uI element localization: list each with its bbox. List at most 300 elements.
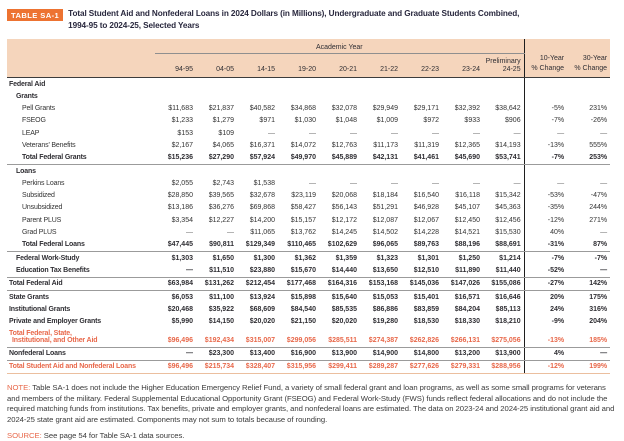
- value-cell: $23,119: [291, 192, 316, 200]
- value-cell: $16,371: [249, 142, 275, 149]
- row-label: Total Federal Loans: [7, 239, 155, 252]
- value-cell: $266,131: [442, 328, 483, 347]
- value-cell: [401, 91, 442, 103]
- value-cell: —: [391, 179, 398, 187]
- row-label: Total Federal, State, Institutional, and Other Aid: [7, 328, 155, 347]
- value-cell: $1,250: [458, 254, 480, 262]
- value-cell: $1,030: [294, 117, 316, 125]
- value-cell: $15,342: [495, 192, 521, 200]
- value-cell: $906: [505, 117, 521, 125]
- value-cell: —: [350, 129, 357, 137]
- value-cell: $12,087: [372, 216, 398, 224]
- value-cell: $36,276: [208, 204, 234, 212]
- change-cell: [567, 91, 610, 103]
- table-title-line1: Total Student Aid and Nonfederal Loans in 2024 Dollars (in Millions), Undergraduate and Graduate Students Combined,: [68, 9, 520, 18]
- change-cell: —: [600, 179, 608, 187]
- change-cell: -52%: [524, 265, 567, 278]
- change-cell: —: [567, 265, 610, 278]
- value-cell: $1,214: [499, 254, 521, 262]
- value-cell: —: [309, 129, 316, 137]
- col-header-19-20: 19-20: [278, 53, 319, 77]
- change-cell: —: [524, 178, 567, 190]
- change-cell: 253%: [567, 152, 610, 165]
- value-cell: $15,236: [155, 152, 196, 165]
- value-cell: $262,826: [401, 328, 442, 347]
- table-header: [7, 39, 610, 78]
- change-cell: 40%: [524, 227, 567, 239]
- value-cell: $32,678: [249, 192, 275, 200]
- table-row: [7, 78, 610, 91]
- change-cell: 20%: [524, 291, 567, 304]
- table-row: [7, 239, 610, 252]
- value-cell: $153,168: [360, 277, 401, 290]
- value-cell: $13,400: [237, 347, 278, 360]
- value-cell: $18,210: [495, 318, 521, 326]
- change-cell: -47%: [590, 192, 608, 200]
- table-row: [7, 328, 610, 347]
- value-cell: $12,067: [413, 216, 439, 224]
- value-cell: $109: [218, 129, 234, 137]
- change-cell: -31%: [524, 239, 567, 252]
- value-cell: [360, 165, 401, 178]
- value-cell: $14,502: [372, 229, 398, 237]
- table-row: [7, 304, 610, 316]
- change-cell: —: [524, 127, 567, 139]
- value-cell: $315,956: [278, 360, 319, 373]
- value-cell: $2,743: [212, 179, 234, 187]
- value-cell: $299,056: [278, 328, 319, 347]
- value-cell: $215,734: [196, 360, 237, 373]
- value-cell: $2,167: [171, 142, 193, 149]
- value-cell: $212,454: [237, 277, 278, 290]
- table-row: [7, 152, 610, 165]
- value-cell: [155, 78, 196, 91]
- value-cell: $11,440: [483, 265, 524, 278]
- col-header-94-95: 94-95: [155, 53, 196, 77]
- value-cell: $13,650: [360, 265, 401, 278]
- table-row: [7, 360, 610, 373]
- value-cell: $14,900: [360, 347, 401, 360]
- change-cell: [567, 165, 610, 178]
- change-cell: 555%: [589, 142, 608, 149]
- value-cell: $147,026: [442, 277, 483, 290]
- value-cell: $58,427: [290, 204, 316, 212]
- value-cell: $12,365: [454, 142, 480, 149]
- value-cell: $96,065: [360, 239, 401, 252]
- value-cell: $20,468: [167, 305, 193, 313]
- value-cell: $13,186: [167, 204, 193, 212]
- value-cell: —: [432, 129, 439, 137]
- value-cell: $11,173: [373, 142, 398, 149]
- value-cell: $13,200: [442, 347, 483, 360]
- value-cell: $1,303: [171, 254, 193, 262]
- change-cell: 175%: [589, 293, 608, 301]
- table-row: [7, 165, 610, 178]
- value-cell: $11,683: [168, 105, 193, 113]
- value-cell: [319, 91, 360, 103]
- value-cell: [155, 165, 196, 178]
- value-cell: $40,582: [249, 105, 275, 113]
- value-cell: $15,157: [290, 216, 316, 224]
- value-cell: $15,530: [495, 229, 521, 237]
- value-cell: $279,331: [442, 360, 483, 373]
- col-header-10-year-change: 10-Year % Change: [524, 39, 567, 78]
- value-cell: $12,450: [454, 216, 480, 224]
- value-cell: $88,196: [442, 239, 483, 252]
- value-cell: $1,650: [212, 254, 234, 262]
- table-row: [7, 202, 610, 214]
- value-cell: [278, 91, 319, 103]
- value-cell: $1,009: [376, 117, 398, 125]
- data-table: [7, 39, 610, 374]
- value-cell: $35,922: [208, 305, 234, 313]
- value-cell: [483, 78, 524, 91]
- value-cell: $49,970: [278, 152, 319, 165]
- col-header-30-year-change: 30-Year % Change: [567, 39, 610, 78]
- value-cell: $12,172: [331, 216, 357, 224]
- value-cell: $86,886: [372, 305, 398, 313]
- table-row: [7, 214, 610, 226]
- value-cell: —: [473, 129, 480, 137]
- row-label: Perkins Loans: [22, 179, 65, 187]
- table-row: [7, 178, 610, 190]
- value-cell: $972: [423, 117, 439, 125]
- value-cell: —: [155, 347, 196, 360]
- value-cell: $289,287: [360, 360, 401, 373]
- value-cell: $29,171: [413, 105, 439, 113]
- value-cell: $1,359: [335, 254, 357, 262]
- note-label: NOTE:: [7, 383, 31, 393]
- source-text: SOURCE: See page 54 for Table SA-1 data sources.: [7, 430, 185, 440]
- table-body: [7, 78, 610, 374]
- value-cell: —: [155, 265, 196, 278]
- col-header-14-15: 14-15: [237, 53, 278, 77]
- row-label: Veterans’ Benefits: [22, 142, 76, 149]
- table-title-line2: 1994-95 to 2024-25, Selected Years: [68, 20, 200, 30]
- note-text: NOTE: Table SA-1 does not include the Higher Education Emergency Relief Fund, a variety of small federal grant and loan programs, as well as some small programs for veterans and members of the military. Federal Supplemental Educational Opportunity Grant (FSEOG) and Federal Work-Study (FWS) funds reflect federal allocations and do not include the required matching funds from institutions. Tax benefits, private and employer grants, and nonfederal loans are estimated. The data on 2023-24 and 2024-25 institutional grant aid and 2024-25 state grant aid are estimated. Components may not sum to totals because of rounding.: [7, 383, 615, 424]
- value-cell: $27,290: [196, 152, 237, 165]
- value-cell: $85,535: [331, 305, 357, 313]
- value-cell: $13,900: [319, 347, 360, 360]
- value-cell: —: [309, 179, 316, 187]
- value-cell: $13,900: [483, 347, 524, 360]
- value-cell: [155, 91, 196, 103]
- value-cell: $288,956: [483, 360, 524, 373]
- value-cell: $285,511: [319, 328, 360, 347]
- col-header-22-23: 22-23: [401, 53, 442, 77]
- value-cell: $45,690: [442, 152, 483, 165]
- row-label: Loans: [16, 167, 36, 175]
- row-label: Subsidized: [22, 192, 55, 200]
- value-cell: $23,880: [237, 265, 278, 278]
- value-cell: $14,228: [413, 229, 439, 237]
- value-cell: $21,150: [290, 318, 316, 326]
- value-cell: —: [513, 129, 521, 137]
- value-cell: $164,316: [319, 277, 360, 290]
- value-cell: $34,868: [290, 105, 316, 113]
- value-cell: $19,280: [372, 318, 398, 326]
- change-cell: 185%: [567, 328, 610, 347]
- change-cell: -7%: [524, 252, 567, 265]
- value-cell: —: [473, 179, 480, 187]
- value-cell: $41,461: [401, 152, 442, 165]
- change-cell: -13%: [524, 140, 567, 152]
- value-cell: $299,411: [319, 360, 360, 373]
- change-cell: 204%: [589, 318, 608, 326]
- value-cell: $11,100: [209, 293, 234, 301]
- value-cell: [360, 78, 401, 91]
- table-row: [7, 277, 610, 290]
- value-cell: $2,055: [171, 179, 193, 187]
- value-cell: $1,301: [417, 254, 439, 262]
- change-cell: 231%: [589, 105, 608, 113]
- change-cell: —: [567, 347, 610, 360]
- row-label: Education Tax Benefits: [7, 265, 155, 278]
- value-cell: $1,233: [171, 117, 193, 125]
- table-row: [7, 127, 610, 139]
- value-cell: $57,924: [237, 152, 278, 165]
- value-cell: $15,053: [372, 293, 398, 301]
- value-cell: $39,565: [208, 192, 234, 200]
- value-cell: $45,363: [495, 204, 521, 212]
- value-cell: $29,949: [372, 105, 398, 113]
- value-cell: $16,571: [454, 293, 480, 301]
- value-cell: $15,670: [278, 265, 319, 278]
- row-label: Unsubsidized: [22, 204, 63, 212]
- value-cell: $90,811: [196, 239, 237, 252]
- table-row: [7, 291, 610, 304]
- change-cell: 244%: [589, 204, 608, 212]
- table-number-badge: TABLE SA-1: [7, 9, 63, 22]
- value-cell: $328,407: [237, 360, 278, 373]
- value-cell: $18,530: [413, 318, 439, 326]
- change-cell: -26%: [590, 117, 608, 125]
- value-cell: $14,521: [454, 229, 480, 237]
- value-cell: $45,889: [319, 152, 360, 165]
- value-cell: $85,113: [495, 305, 521, 313]
- change-cell: -7%: [524, 152, 567, 165]
- value-cell: $1,362: [294, 254, 316, 262]
- value-cell: $3,354: [171, 216, 193, 224]
- value-cell: $47,445: [155, 239, 196, 252]
- header-corner: [7, 39, 155, 54]
- value-cell: $83,859: [413, 305, 439, 313]
- value-cell: $14,200: [249, 216, 275, 224]
- value-cell: [237, 165, 278, 178]
- change-cell: -5%: [524, 103, 567, 115]
- value-cell: $155,086: [483, 277, 524, 290]
- value-cell: $20,020: [331, 318, 357, 326]
- value-cell: $51,291: [372, 204, 398, 212]
- value-cell: $11,319: [414, 142, 439, 149]
- row-label: Nonfederal Loans: [7, 347, 155, 360]
- value-cell: $102,629: [319, 239, 360, 252]
- value-cell: [442, 91, 483, 103]
- value-cell: $14,072: [290, 142, 316, 149]
- value-cell: $32,392: [454, 105, 480, 113]
- value-cell: $16,646: [495, 293, 521, 301]
- value-cell: $12,763: [331, 142, 357, 149]
- change-cell: -12%: [524, 360, 567, 373]
- change-cell: -7%: [594, 254, 608, 262]
- value-cell: [483, 91, 524, 103]
- col-header-21-22: 21-22: [360, 53, 401, 77]
- change-cell: 87%: [567, 239, 610, 252]
- value-cell: $5,990: [171, 318, 193, 326]
- change-cell: [524, 165, 567, 178]
- change-cell: —: [600, 229, 608, 237]
- value-cell: $84,540: [290, 305, 316, 313]
- value-cell: $20,020: [249, 318, 275, 326]
- value-cell: $32,078: [331, 105, 357, 113]
- value-cell: $16,540: [413, 192, 439, 200]
- value-cell: [196, 78, 237, 91]
- value-cell: [442, 165, 483, 178]
- value-cell: $20,068: [331, 192, 357, 200]
- change-cell: 4%: [524, 347, 567, 360]
- table-row: [7, 140, 610, 152]
- value-cell: $89,763: [401, 239, 442, 252]
- table-row: [7, 227, 610, 239]
- value-cell: $16,118: [455, 192, 480, 200]
- row-label: Parent PLUS: [22, 216, 62, 224]
- value-cell: $63,984: [155, 277, 196, 290]
- value-cell: $18,184: [372, 192, 398, 200]
- row-label: Grants: [16, 92, 38, 100]
- row-label: Federal Aid: [9, 80, 46, 88]
- value-cell: $275,056: [483, 328, 524, 347]
- value-cell: [401, 165, 442, 178]
- value-cell: $315,007: [237, 328, 278, 347]
- value-cell: $1,538: [253, 179, 275, 187]
- value-cell: [401, 78, 442, 91]
- value-cell: $96,496: [155, 328, 196, 347]
- change-cell: -12%: [524, 214, 567, 226]
- table-title-block: [0, 0, 624, 32]
- change-cell: [567, 78, 610, 91]
- value-cell: —: [513, 179, 521, 187]
- table-row: [7, 115, 610, 127]
- table-title: [68, 8, 519, 32]
- value-cell: [196, 165, 237, 178]
- change-cell: —: [600, 129, 608, 137]
- value-cell: $12,227: [208, 216, 234, 224]
- row-label: Private and Employer Grants: [9, 318, 102, 326]
- change-cell: 24%: [524, 304, 567, 316]
- change-cell: [524, 78, 567, 91]
- value-cell: [360, 91, 401, 103]
- value-cell: —: [227, 229, 234, 237]
- value-cell: $12,456: [495, 216, 521, 224]
- value-cell: $6,053: [171, 293, 193, 301]
- value-cell: $96,496: [155, 360, 196, 373]
- table-row: [7, 190, 610, 202]
- value-cell: [237, 78, 278, 91]
- row-label: Total Federal Aid: [7, 277, 155, 290]
- value-cell: $1,300: [253, 254, 275, 262]
- value-cell: —: [350, 179, 357, 187]
- value-cell: $53,741: [483, 152, 524, 165]
- value-cell: $1,048: [335, 117, 357, 125]
- change-cell: -13%: [524, 328, 567, 347]
- value-cell: $13,924: [249, 293, 275, 301]
- value-cell: $1,323: [376, 254, 398, 262]
- value-cell: $88,691: [483, 239, 524, 252]
- change-cell: 271%: [589, 216, 608, 224]
- change-cell: -35%: [524, 202, 567, 214]
- value-cell: $274,387: [360, 328, 401, 347]
- value-cell: $38,642: [495, 105, 521, 113]
- value-cell: $131,262: [196, 277, 237, 290]
- value-cell: $145,036: [401, 277, 442, 290]
- value-cell: $11,510: [196, 265, 237, 278]
- value-cell: $933: [464, 117, 480, 125]
- table-row: [7, 252, 610, 265]
- value-cell: $14,245: [331, 229, 357, 237]
- change-cell: -7%: [524, 115, 567, 127]
- change-cell: 142%: [567, 277, 610, 290]
- col-header-24-25: Preliminary 24-25: [483, 53, 524, 77]
- value-cell: $14,150: [208, 318, 234, 326]
- value-cell: [319, 78, 360, 91]
- change-cell: -53%: [524, 190, 567, 202]
- header-label-spacer: [7, 53, 155, 77]
- value-cell: $129,349: [237, 239, 278, 252]
- row-label: Total Student Aid and Nonfederal Loans: [7, 360, 155, 373]
- col-header-20-21: 20-21: [319, 53, 360, 77]
- value-cell: $12,510: [401, 265, 442, 278]
- value-cell: $110,465: [278, 239, 319, 252]
- source-label: SOURCE:: [7, 430, 42, 440]
- academic-year-header: Academic Year: [155, 39, 524, 54]
- row-label: Institutional Grants: [9, 305, 71, 313]
- value-cell: [319, 165, 360, 178]
- value-cell: [237, 91, 278, 103]
- row-label: Federal Work-Study: [16, 254, 80, 262]
- row-label: Total Federal Grants: [7, 152, 155, 165]
- value-cell: $18,330: [454, 318, 480, 326]
- row-label: LEAP: [22, 129, 40, 137]
- change-cell: -9%: [524, 316, 567, 328]
- value-cell: $56,143: [331, 204, 357, 212]
- value-cell: [278, 165, 319, 178]
- value-cell: $28,850: [167, 192, 193, 200]
- table-row: [7, 103, 610, 115]
- value-cell: $15,640: [331, 293, 357, 301]
- table-row: [7, 316, 610, 328]
- value-cell: [278, 78, 319, 91]
- value-cell: $13,762: [290, 229, 316, 237]
- value-cell: $42,131: [360, 152, 401, 165]
- change-cell: 316%: [589, 305, 608, 313]
- change-cell: 199%: [567, 360, 610, 373]
- value-cell: [442, 78, 483, 91]
- row-label: Grad PLUS: [22, 229, 57, 237]
- value-cell: $15,401: [413, 293, 439, 301]
- value-cell: $45,107: [454, 204, 480, 212]
- value-cell: $277,626: [401, 360, 442, 373]
- change-cell: -27%: [524, 277, 567, 290]
- value-cell: $11,890: [442, 265, 483, 278]
- value-cell: $14,800: [401, 347, 442, 360]
- value-cell: $84,204: [454, 305, 480, 313]
- value-cell: $153: [177, 129, 193, 137]
- value-cell: $46,928: [413, 204, 439, 212]
- value-cell: —: [391, 129, 398, 137]
- value-cell: $14,193: [495, 142, 521, 149]
- value-cell: $971: [259, 117, 275, 125]
- value-cell: $16,900: [278, 347, 319, 360]
